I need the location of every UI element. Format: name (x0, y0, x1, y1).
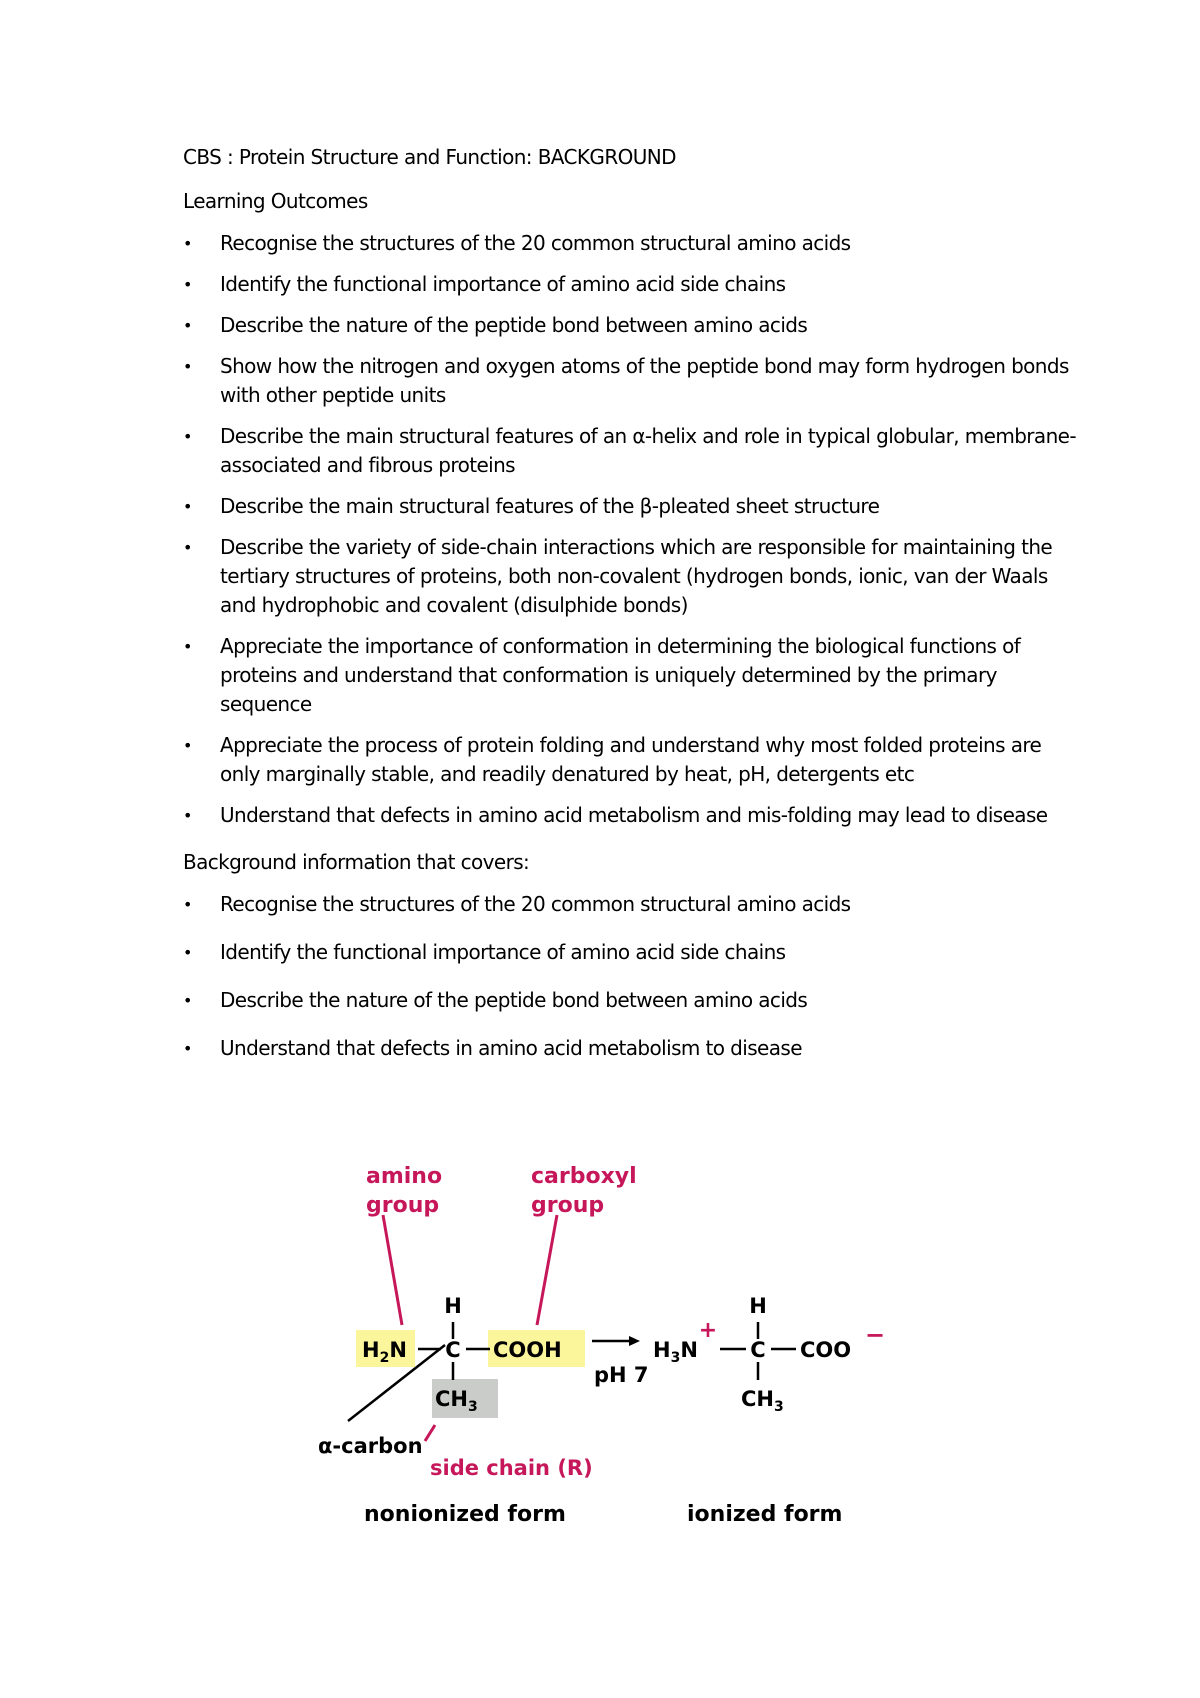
list-item: • Understand that defects in amino acid metabolism and mis-folding may lead to disease (183, 801, 1083, 830)
document-title: CBS : Protein Structure and Function: BACKGROUND (183, 145, 676, 169)
nonionized-form-caption: nonionized form (364, 1502, 566, 1527)
list-item: • Describe the main structural features of the β-pleated sheet structure (183, 492, 1083, 521)
list-item: • Describe the main structural features of an α-helix and role in typical globular, membrane-associated and fibrous proteins (183, 422, 1083, 480)
list-item: • Appreciate the importance of conformation in determining the biological functions of proteins and understand that conformation is uniquely determined by the primary sequence (183, 632, 1083, 719)
side-chain-formula: $CH_3$ (435, 1387, 478, 1415)
carboxyl-pointer-line (537, 1215, 557, 1325)
list-item: • Identify the functional importance of amino acid side chains (183, 938, 1083, 967)
arrow-head-icon (629, 1336, 640, 1346)
amino-pointer-line (383, 1215, 402, 1325)
list-item: • Describe the nature of the peptide bond between amino acids (183, 311, 1083, 340)
ammonium-group-formula: $H_3N$ (653, 1338, 698, 1366)
list-item: • Describe the nature of the peptide bond between amino acids (183, 986, 1083, 1015)
list-item: • Recognise the structures of the 20 common structural amino acids (183, 229, 1083, 258)
list-item: • Appreciate the process of protein folding and understand why most folded proteins are only marginally stable, and readily denatured by heat, pH, detergents etc (183, 731, 1083, 789)
learning-outcomes-heading: Learning Outcomes (183, 189, 368, 213)
side-chain-label: side chain (R) (430, 1456, 593, 1480)
carboxyl-group-label-line2: group (531, 1193, 605, 1218)
carboxylate-group-formula: COO (800, 1338, 852, 1362)
hydrogen-atom: H (749, 1294, 767, 1318)
list-item: • Recognise the structures of the 20 common structural amino acids (183, 890, 1083, 919)
amino-group-label-line2: group (366, 1193, 440, 1218)
carboxyl-group-formula: COOH (493, 1338, 562, 1362)
side-chain-pointer-line (425, 1425, 435, 1441)
ionized-form-caption: ionized form (687, 1502, 843, 1527)
positive-charge-icon: + (698, 1318, 718, 1343)
alpha-carbon-atom: C (445, 1338, 461, 1362)
background-heading: Background information that covers: (183, 850, 530, 874)
amino-group-label-line1: amino (366, 1164, 443, 1189)
list-item: • Describe the variety of side-chain interactions which are responsible for maintaining the tertiary structures of proteins, both non-covalent (hydrogen bonds, ionic, van der Waals and hydrophobic and covalent (disulphide bonds) (183, 533, 1083, 620)
list-item: • Identify the functional importance of amino acid side chains (183, 270, 1083, 299)
carboxyl-group-label-line1: carboxyl (531, 1164, 637, 1189)
list-item: • Show how the nitrogen and oxygen atoms of the peptide bond may form hydrogen bonds with other peptide units (183, 352, 1083, 410)
negative-charge-icon: − (865, 1321, 886, 1349)
hydrogen-atom: H (444, 1294, 462, 1318)
side-chain-formula: $CH_3$ (741, 1387, 784, 1415)
alpha-carbon-label: α-carbon (318, 1434, 423, 1458)
ph-label: pH 7 (594, 1363, 649, 1387)
list-item: • Understand that defects in amino acid metabolism to disease (183, 1034, 1083, 1063)
amino-group-formula: $H_2N$ (362, 1338, 407, 1366)
alpha-carbon-atom: C (750, 1338, 766, 1362)
